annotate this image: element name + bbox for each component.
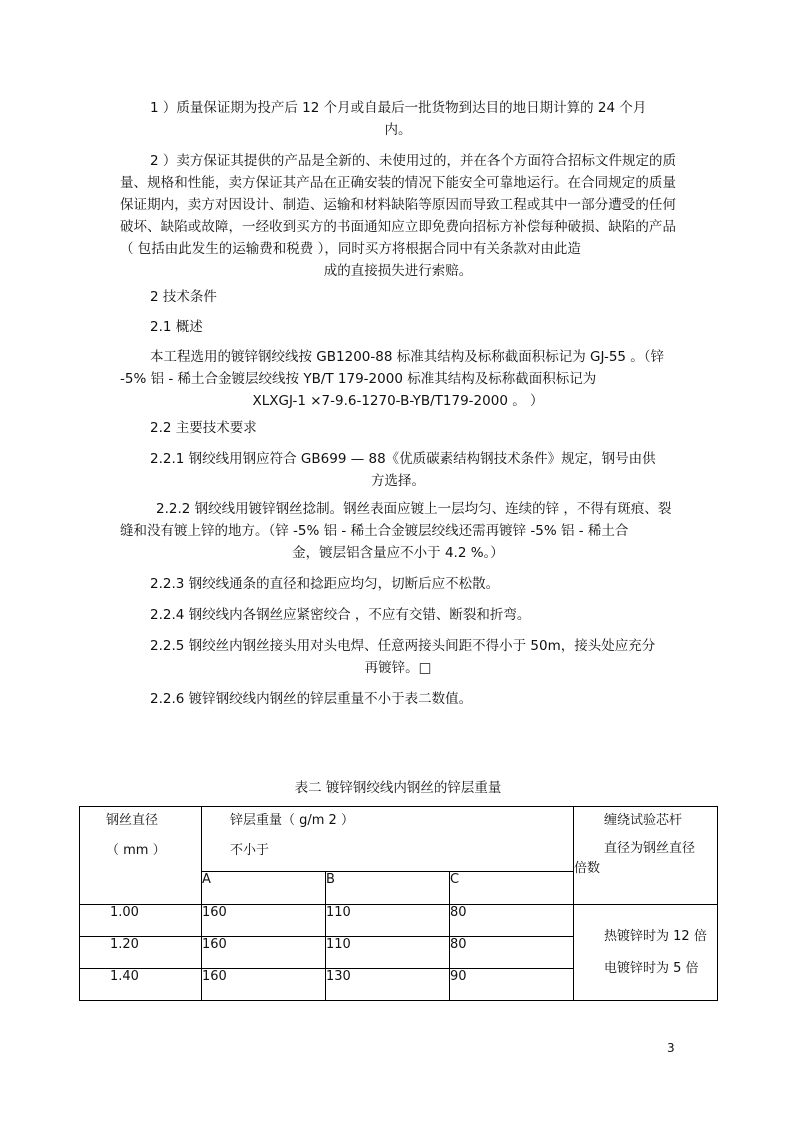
paragraph-2-tail: 成的直接损失进行索赔。 <box>323 263 473 279</box>
heading-2: 2 技术条件 <box>150 289 217 305</box>
heading-2-2: 2.2 主要技术要求 <box>150 420 257 436</box>
header-diameter-unit: （ mm ） <box>106 843 166 858</box>
cell-c: 90 <box>450 969 574 1001</box>
header-weight <box>202 807 574 872</box>
paragraph-1: 1 ）质量保证期为投产后 12 个月或自最后一批货物到达目的地日期计算的 24 个月 <box>150 100 647 116</box>
cell-diameter: 1.20 <box>80 937 202 969</box>
paragraph-3-tail: XLXGJ-1 ×7-9.6-1270-B-YB/T179-2000 。 ） <box>252 393 544 409</box>
paragraph-2-2-4: 2.2.4 钢绞线内各钢丝应紧密绞合 ，不应有交错、断裂和折弯。 <box>150 607 531 623</box>
header-b: B <box>326 872 450 905</box>
header-a: A <box>202 872 326 905</box>
paragraph-3: 本工程选用的镀锌钢绞线按 GB1200-88 标准其结构及标称截面积标记为 GJ-55 。（锌 -5% 铝 - 稀土合金镀层绞线按 YB/T 179-2000 标准其结构及标称截面积标记为 <box>120 349 665 387</box>
cell-a: 160 <box>202 905 326 937</box>
cell-c: 80 <box>450 905 574 937</box>
header-diameter-label: 钢丝直径 <box>106 813 159 828</box>
table-row <box>80 905 718 937</box>
cell-a: 160 <box>202 937 326 969</box>
zinc-weight-table <box>79 806 718 1001</box>
paragraph-2-2-2: 2.2.2 钢绞线用镀锌钢丝捻制。钢丝表面应镀上一层均匀、连续的锌 ，不得有斑痕、裂缝和没有镀上锌的地方。（锌 -5% 铝 - 稀土合金镀层绞线还需再镀锌 -5% 铝 - 稀土合 <box>120 501 672 539</box>
mandrel-hot: 热镀锌时为 12 倍 <box>604 928 707 944</box>
header-mandrel-line1: 缠绕试验芯杆 <box>604 813 683 828</box>
cell-diameter: 1.40 <box>80 969 202 1001</box>
cell-diameter: 1.00 <box>80 905 202 937</box>
paragraph-2-2-3: 2.2.3 钢绞线通条的直径和捻距应均匀，切断后应不松散。 <box>150 576 500 592</box>
paragraph-2-2-2-tail: 金，镀层铝含量应不小于 4.2 %。） <box>292 545 504 561</box>
header-weight-label: 锌层重量（ g/m 2 ） <box>230 813 354 828</box>
header-mandrel <box>574 807 718 905</box>
cell-mandrel <box>574 905 718 1001</box>
cell-b: 110 <box>326 905 450 937</box>
header-diameter <box>80 807 202 905</box>
paragraph-2-2-1: 2.2.1 钢绞线用钢应符合 GB699 — 88《优质碳素结构钢技术条件》规定，钢号由供 <box>150 451 656 467</box>
header-weight-sub: 不小于 <box>230 843 270 858</box>
page-number: 3 <box>667 1041 675 1055</box>
paragraph-2: 2 ）卖方保证其提供的产品是全新的、未使用过的，并在各个方面符合招标文件规定的质量、规格和性能，卖方保证其产品在正确安装的情况下能安全可靠地运行。在合同规定的质量保证期内，卖方对因设计、制造、运输和材料缺陷等原因而导致工程或其中一部分遭受的任何破坏、缺陷或故障，一经收到买方的书面通知应立即免费向招标方补偿每种破损、缺陷的产品（ 包括由此发生的运输费和税费 ），同时买方将根据合同中有关条款对由此造 <box>120 153 676 257</box>
cell-b: 130 <box>326 969 450 1001</box>
paragraph-2-2-6: 2.2.6 镀锌钢绞线内钢丝的锌层重量不小于表二数值。 <box>150 691 473 707</box>
header-mandrel-line2: 直径为钢丝直径 <box>604 841 696 856</box>
heading-2-1: 2.1 概述 <box>150 319 203 335</box>
mandrel-elec: 电镀锌时为 5 倍 <box>604 960 699 976</box>
paragraph-2-2-5: 2.2.5 钢绞丝内钢丝接头用对头电焊、任意两接头间距不得小于 50m，接头处应充分 <box>150 638 656 654</box>
cell-b: 110 <box>326 937 450 969</box>
paragraph-2-2-5-tail: 再镀锌。□ <box>364 660 432 676</box>
paragraph-1-tail: 内。 <box>384 122 412 138</box>
paragraph-2-2-1-tail: 方选择。 <box>371 473 425 489</box>
cell-c: 80 <box>450 937 574 969</box>
table-caption: 表二 镀锌钢绞线内钢丝的锌层重量 <box>294 780 502 796</box>
cell-a: 160 <box>202 969 326 1001</box>
header-mandrel-line3: 倍数 <box>574 861 601 876</box>
header-c: C <box>450 872 574 905</box>
